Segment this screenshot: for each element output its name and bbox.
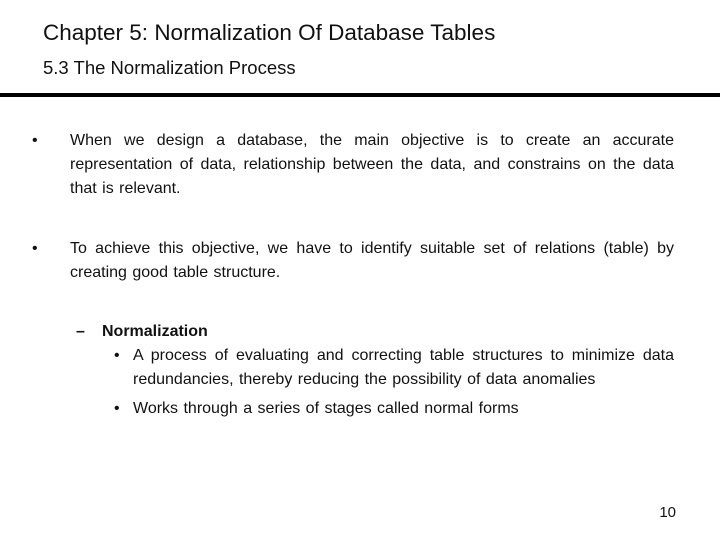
slide-body bbox=[32, 129, 674, 421]
bullet-marker: • bbox=[32, 132, 38, 149]
bullet-text: To achieve this objective, we have to identify suitable set of relations (table) by creating good table structure. bbox=[70, 240, 674, 281]
dash-marker: – bbox=[76, 323, 85, 340]
sub-bullet-text: Works through a series of stages called normal forms bbox=[133, 400, 519, 417]
bullet-item bbox=[32, 237, 674, 285]
sub-bullet-marker: • bbox=[114, 347, 120, 364]
sub-bullet-item bbox=[102, 344, 674, 392]
bullet-text: When we design a database, the main objective is to create an accurate representation of data, relationship between the data, and constrains on the data that is relevant. bbox=[70, 132, 674, 197]
header-divider bbox=[0, 93, 720, 97]
chapter-title: Chapter 5: Normalization Of Database Tables bbox=[43, 20, 496, 45]
page-number: 10 bbox=[659, 504, 676, 521]
sub-bullet-text: A process of evaluating and correcting table structures to minimize data redundancies, thereby reducing the possibility of data anomalies bbox=[133, 347, 674, 388]
sub-section-label: Normalization bbox=[102, 323, 208, 340]
slide-header bbox=[43, 18, 700, 80]
bullet-marker: • bbox=[32, 240, 38, 257]
sub-bullet-marker: • bbox=[114, 400, 120, 417]
sub-bullet-item bbox=[102, 397, 674, 421]
section-title: 5.3 The Normalization Process bbox=[43, 57, 296, 78]
sub-section-normalization bbox=[32, 320, 674, 421]
bullet-item bbox=[32, 129, 674, 201]
